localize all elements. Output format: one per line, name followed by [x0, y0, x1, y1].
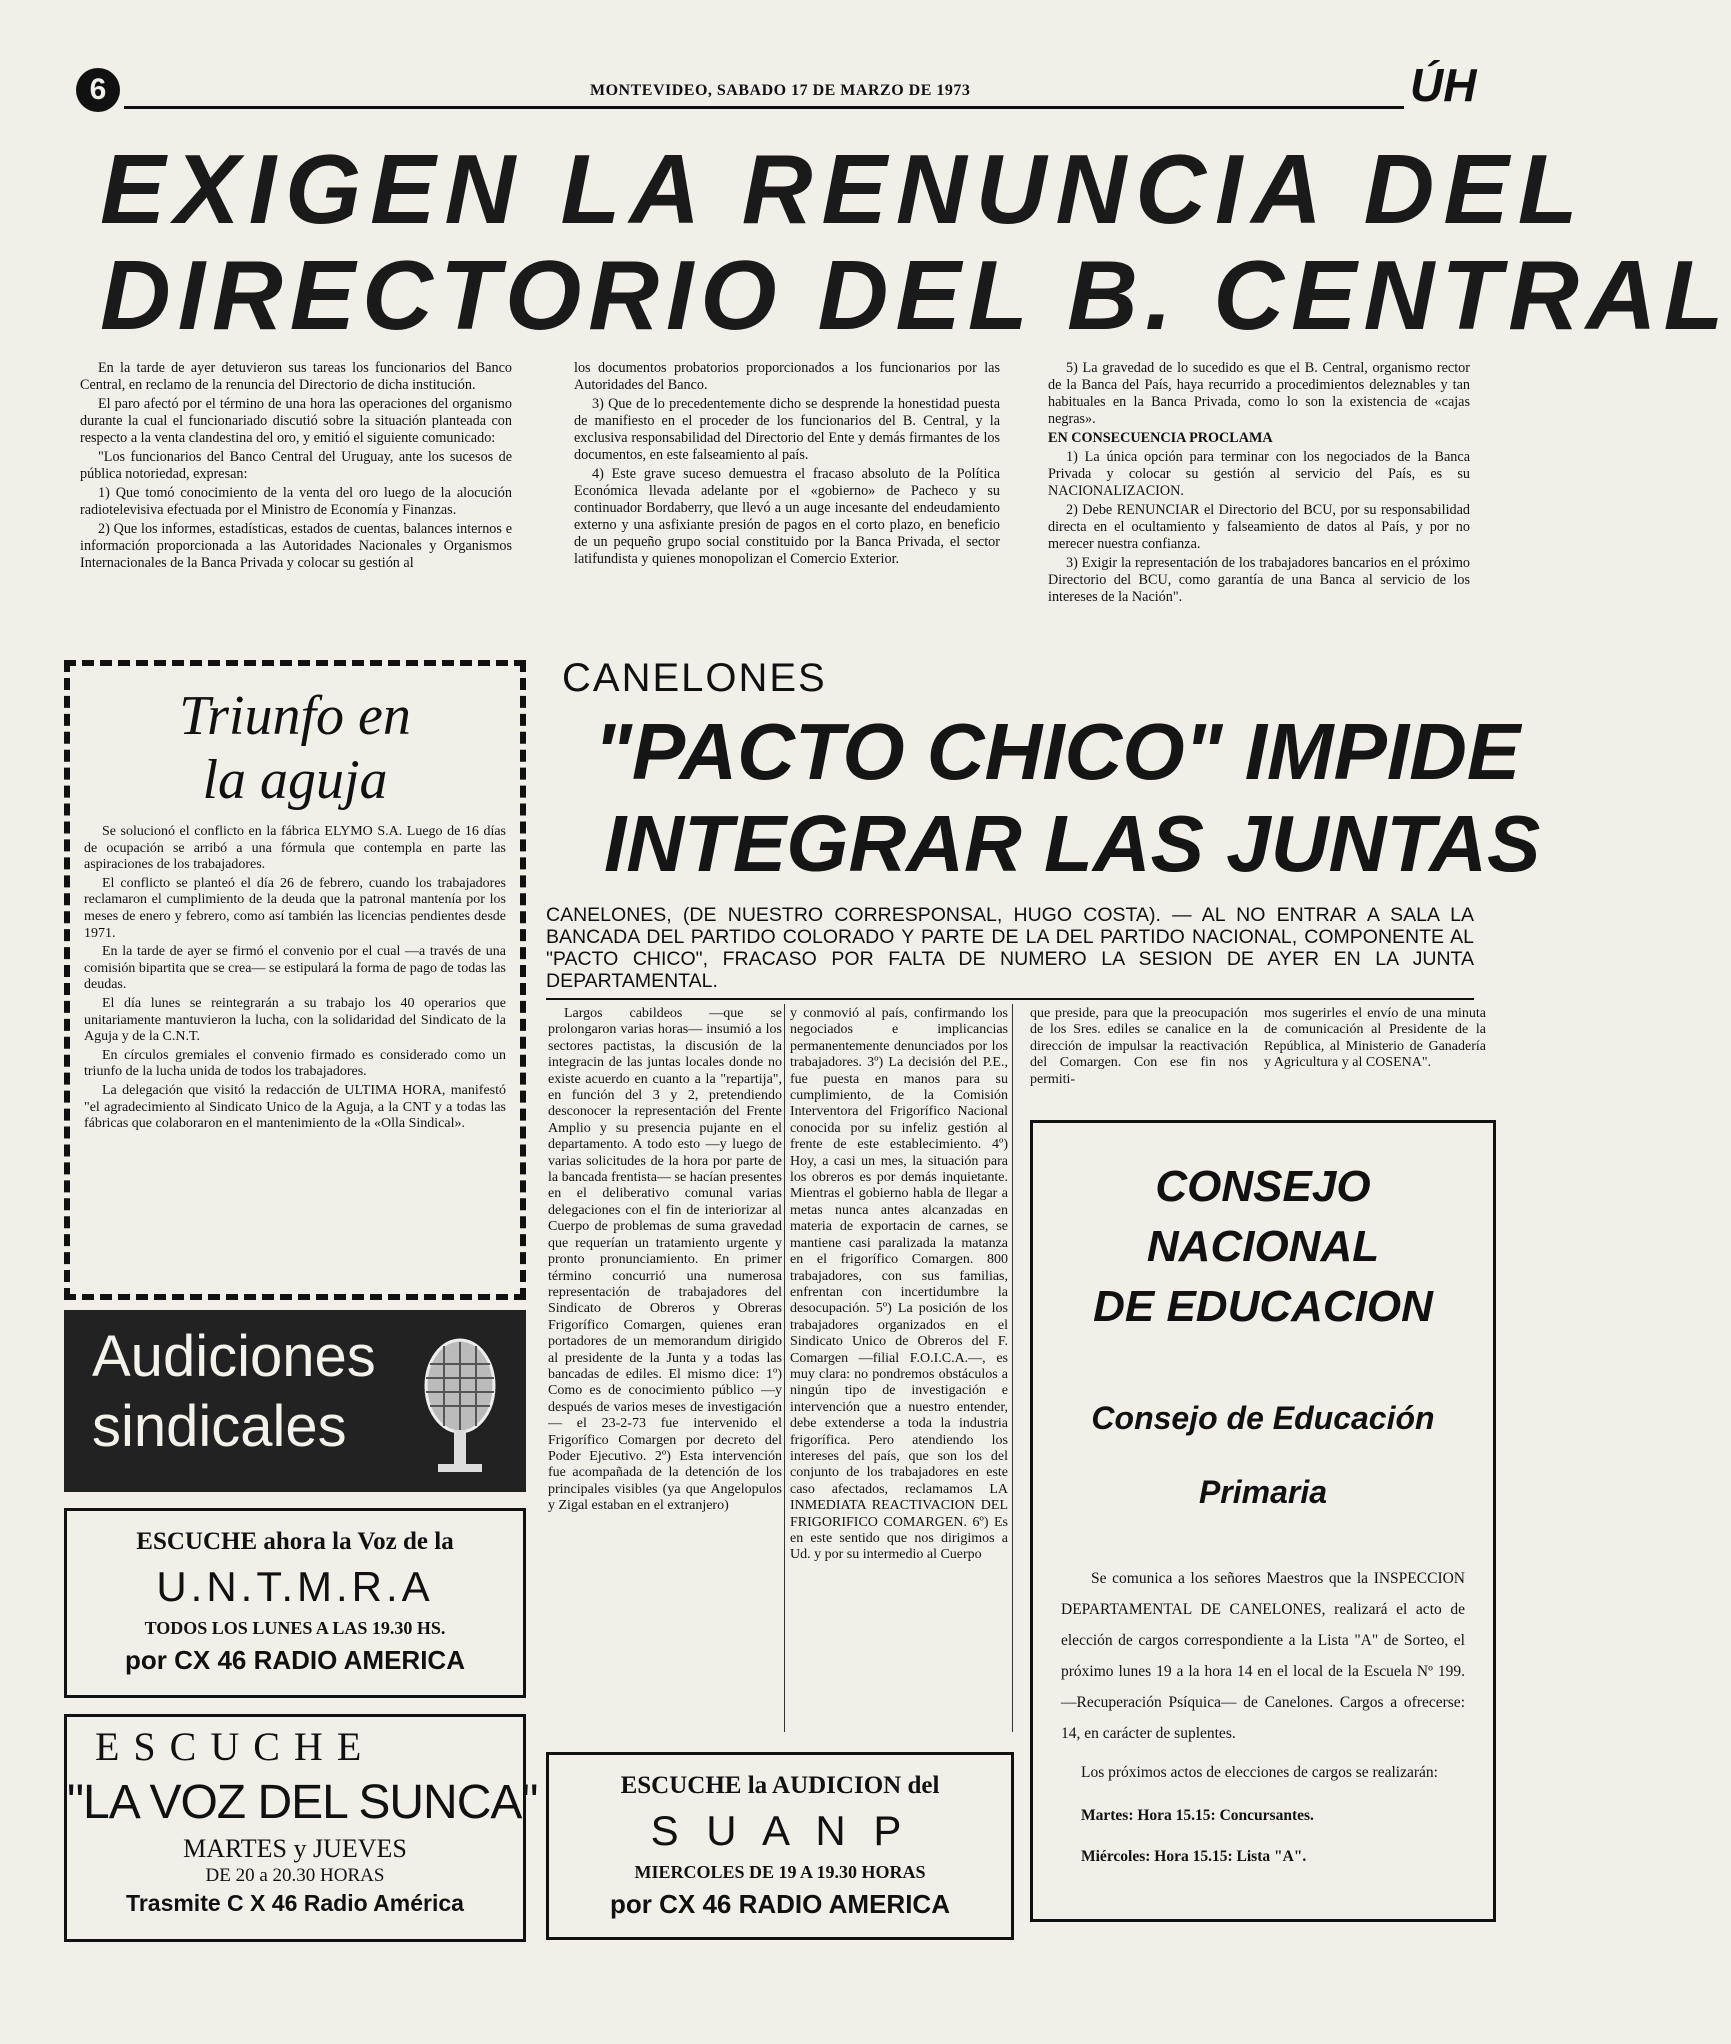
paragraph: Se solucionó el conflicto en la fábrica ELYMO S.A. Luego de 16 días de ocupación se arribó a una fórmula que contempla en parte las aspiraciones de los trabajadores. [84, 824, 506, 873]
paragraph: 2) Debe RENUNCIAR el Directorio del BCU, por su responsabilidad directa en el ocultamiento y falseamiento de datos al País, y por no merecer nuestra confianza. [1048, 502, 1470, 552]
consejo-item1: Martes: Hora 15.15: Concursantes. [1081, 1807, 1314, 1824]
canelones-lead: CANELONES, (DE NUESTRO CORRESPONSAL, HUGO COSTA). — AL NO ENTRAR A SALA LA BANCADA DEL PARTIDO COLORADO Y PARTE DE LA DEL PARTIDO NACIONAL, COMPONENTE AL "PACTO CHICO", FRACASO POR FALTA DE NUMERO LA SESION DE AYER EN LA JUNTA DEPARTAMENTAL. [546, 904, 1474, 992]
lead-article-col2 [574, 360, 1000, 570]
untmra-line1: ESCUCHE ahora la Voz de la [136, 1528, 454, 1555]
triunfo-body [84, 824, 506, 1133]
consejo-title-line1: CONSEJO NACIONAL [1146, 1162, 1380, 1271]
untmra-box [64, 1508, 526, 1698]
consejo-subtitle [1061, 1381, 1465, 1529]
paragraph: 3) Exigir la representación de los trabajadores bancarios en el próximo Directorio del BCU, como garantía de una Banca al servicio de los intereses de la Nación". [1048, 555, 1470, 605]
untmra-line2: U.N.T.M.R.A [156, 1563, 434, 1610]
sunca-line1: ESCUCHE [95, 1724, 376, 1769]
paragraph: 1) Que tomó conocimiento de la venta del oro luego de la alocución radiotelevisiva efectuada por el Ministro de Economía y Finanzas. [80, 485, 512, 518]
page-number-badge [76, 68, 120, 112]
lead-article-col3 [1048, 360, 1470, 608]
lead-article-col1 [80, 360, 512, 574]
consejo-title [1061, 1157, 1465, 1337]
canelones-divider-2 [1012, 1004, 1013, 1732]
paragraph: El conflicto se planteó el día 26 de febrero, cuando los trabajadores reclamaron el cumplimiento de la deuda que la patronal mantenía por los meses de enero y febrero, como así también las licencias pendientes desde 1971. [84, 875, 506, 941]
consejo-subtitle-line1: Consejo de Educación [1091, 1400, 1435, 1436]
paragraph: los documentos probatorios proporcionados a los funcionarios por las Autoridades del Banco. [574, 360, 1000, 393]
paragraph: EN CONSECUENCIA PROCLAMA [1048, 430, 1273, 446]
consejo-body: Se comunica a los señores Maestros que la INSPECCION DEPARTAMENTAL DE CANELONES, realizará el acto de elección de cargos correspondiente a la Lista "A" de Sorteo, el próximo lunes 19 a la hora 14 en el local de la Escuela Nº 199. —Recuperación Psíquica— de Canelones. Cargos a ofrecerse: 14, en carácter de suplentes. [1061, 1570, 1465, 1742]
suanp-line3: MIERCOLES DE 19 A 19.30 HORAS [634, 1862, 926, 1882]
sunca-line5: Trasmite C X 46 Radio América [126, 1890, 464, 1916]
paragraph: En la tarde de ayer detuvieron sus tareas los funcionarios del Banco Central, en reclamo de la renuncia del Directorio de dicha institución. [80, 360, 512, 393]
sunca-box [64, 1714, 538, 1942]
paragraph: 4) Este grave suceso demuestra el fracaso absoluto de la Política Económica llevada adelante por el «gobierno» de Pacheco y su continuador Bordaberry, que llevó a un auge incesante del endeudamiento externo y una asfixiante presión de pagos en el corto plazo, en beneficio de un pequeño grupo social constituido por la Banca Privada, el sector latifundista y quienes monopolizan el Comercio Exterior. [574, 466, 1000, 567]
suanp-line1: ESCUCHE la AUDICION del [620, 1772, 940, 1799]
consejo-box [1030, 1120, 1496, 1922]
triunfo-title-line1: Triunfo en [179, 685, 411, 747]
paragraph: El paro afectó por el término de una hora las operaciones del organismo durante la cual el funcionariado discutió sobre la situación planteada con respecto a la venta clandestina del oro, y emitió el siguiente comunicado: [80, 396, 512, 446]
canelones-kicker: CANELONES [562, 656, 827, 700]
canelones-headline [594, 706, 1541, 890]
page-number: 6 [89, 73, 107, 106]
main-headline-line1: EXIGEN LA RENUNCIA DEL [100, 134, 1587, 244]
untmra-line4: por CX 46 RADIO AMERICA [125, 1645, 465, 1675]
canelones-headline-line2: INTEGRAR LAS JUNTAS [604, 799, 1541, 888]
microphone-icon [414, 1334, 506, 1474]
audiciones-banner [64, 1310, 526, 1492]
paragraph: En círculos gremiales el convenio firmado es considerado como un triunfo de la lucha unida de todos los trabajadores. [84, 1047, 506, 1080]
canelones-rule [546, 998, 1474, 1000]
paragraph: "Los funcionarios del Banco Central del Uruguay, ante los sucesos de pública notoriedad, expresan: [80, 449, 512, 482]
paragraph: El día lunes se reintegrarán a su trabajo los 40 operarios que unitariamente mantuvieron la lucha, con la solidaridad del Sindicato de la Aguja y de la C.N.T. [84, 995, 506, 1045]
paragraph: La delegación que visitó la redacción de ULTIMA HORA, manifestó "el agradecimiento al Sindicato Unico de la Aguja, a la CNT y a todas las fábricas que colaboraron en el mantenimiento de la «Olla Sindical». [84, 1082, 506, 1132]
canelones-col1: Largos cabildeos —que se prolongaron varias horas— insumió a los sectores pactistas, la discusión de la integracin de las juntas locales donde no existe acuerdo en cuanto a la "repartija", en función del 3 y 2, pretendiendo desconocer la representación del Frente Amplio y su presencia pujante en el departamento. A todo esto —y luego de varias solicitudes de la hora por parte de la bancada frentista— se hacían presentes en el deliberativo comunal varias delegaciones con el fin de interiorizar al Cuerpo de problemas de suma gravedad que requerían un tratamiento urgente y pronto pronunciamiento. En primer término concurrió una numerosa representación de trabajadores del Sindicato de Obreros y Obreras Frigorífico Comargen, quienes eran portadores de un memorandum dirigido al presidente de la Junta y a todas las bancadas de ediles. El mismo dice: 1º) Como es de conocimiento público —y después de varios meses de investigación— el 23-2-73 fue intervenido el Frigorífico Comargen por decreto del Poder Ejecutivo. 2º) Esta intervención fue acompañada de la detención de los principales visibles (ya que Angelopulos y Zigal estaban en el extranjero) [548, 1006, 782, 1514]
canelones-col2: y conmovió al país, confirmando los negociados e implicancias permanentemente denunciados por los trabajadores. 3º) La decisión del P.E., fue puesta en manos para su cumplimiento, de la Comisión Interventora del Frigorífico Nacional conocida por su infeliz gestión al frente de este establecimiento. 4º) Hoy, a casi un mes, la situación para los obreros es por demás inquietante. Mientras el gobierno habla de llegar a metas nunca antes alcanzadas en materia de exportacin de carnes, se mantiene casi paralizada la matanza en el frigorífico Comargen. 800 trabajadores, con sus familias, enfrentan con incertidumbre la desocupación. 5º) La posición de los trabajadores organizados en el Sindicato Unico de Obreros del F. Comargen —filial F.O.I.C.A.—, es muy clara: no pondremos obstáculos a ningún tipo de investigación e intervención que a nuestro entender, debe extenderse a toda la industria frigorífica. Pero atendiendo los intereses del país, que son los del conjunto de los trabajadores en este caso afectados, reclamamos LA INMEDIATA REACTIVACION DEL FRIGORIFICO COMARGEN. 6º) Es en este sentido que nos dirigimos a Ud. y por su intermedio al Cuerpo [790, 1006, 1008, 1563]
sunca-line3: MARTES y JUEVES [183, 1834, 407, 1863]
paragraph: 3) Que de lo precedentemente dicho se desprende la honestidad puesta de manifiesto en el proceder de los funcionarios del B. Central, y la exclusiva responsabilidad del Directorio del Ente y demás firmantes de los documentos, en este falseamiento al país. [574, 396, 1000, 463]
consejo-subtitle-line2: Primaria [1198, 1474, 1328, 1510]
suanp-box [546, 1752, 1014, 1940]
canelones-col3: que preside, para que la preocupación de los Sres. ediles se canalice en la dirección de impulsar la reactivación del Comargen. Con ese fin nos permiti- [1030, 1006, 1248, 1087]
paragraph: 5) La gravedad de lo sucedido es que el B. Central, organismo rector de la Banca del País, haya recurrido a procedimientos deleznables y tan habituales en la Banca Privada, como lo son la existencia de «cajas negras». [1048, 360, 1470, 427]
masthead-logo: ÚH [1410, 59, 1477, 111]
audiciones-line1: Audiciones [92, 1324, 376, 1389]
audiciones-line2: sindicales [92, 1394, 347, 1459]
sunca-line2: "LA VOZ DEL SUNCA" [67, 1776, 538, 1829]
sunca-line4: DE 20 a 20.30 HORAS [205, 1865, 385, 1886]
consejo-item2: Miércoles: Hora 15.15: Lista "A". [1081, 1848, 1307, 1865]
main-headline [100, 134, 1731, 350]
triunfo-title-line2: la aguja [202, 749, 388, 811]
dateline: MONTEVIDEO, SABADO 17 DE MARZO DE 1973 [590, 82, 971, 99]
paragraph: 2) Que los informes, estadísticas, estados de cuentas, balances internos e información proporcionada a las Autoridades Nacionales y Organismos Internacionales de la Banca Privada y colocar su gestión al [80, 521, 512, 571]
canelones-col4: mos sugerirles el envío de una minuta de comunicación al Presidente de la República, al Ministerio de Ganadería y Agricultura y al COSENA". [1264, 1006, 1486, 1071]
canelones-headline-line1: "PACTO CHICO" IMPIDE [594, 707, 1521, 796]
paragraph: 1) La única opción para terminar con los negociados de la Banca Privada y colocar su gestión al servicio del País, es su NACIONALIZACION. [1048, 449, 1470, 499]
untmra-line3: TODOS LOS LUNES A LAS 19.30 HS. [144, 1618, 446, 1638]
suanp-line4: por CX 46 RADIO AMERICA [610, 1889, 950, 1919]
triunfo-box [64, 660, 526, 1300]
paragraph: En la tarde de ayer se firmó el convenio por el cual —a través de una comisión bipartita que se crea— se estipulará la forma de pago de todas las deudas. [84, 944, 506, 993]
main-headline-line2: DIRECTORIO DEL B. CENTRAL [100, 240, 1731, 350]
header-rule [124, 106, 1404, 109]
canelones-divider-1 [784, 1004, 785, 1732]
consejo-next: Los próximos actos de elecciones de cargos se realizarán: [1081, 1764, 1438, 1781]
triunfo-title [84, 684, 506, 812]
consejo-title-line2: DE EDUCACION [1093, 1282, 1433, 1331]
suanp-line2: S U A N P [650, 1807, 910, 1854]
